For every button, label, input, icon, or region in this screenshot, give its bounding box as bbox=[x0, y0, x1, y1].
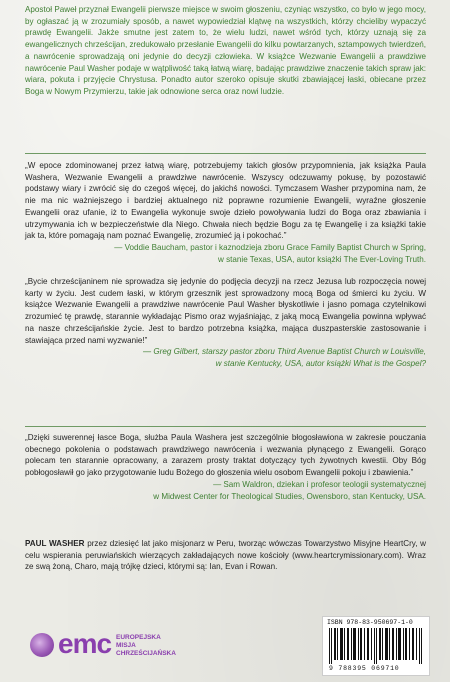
divider bbox=[25, 426, 426, 427]
publisher-name bbox=[116, 634, 176, 658]
endorsement-quote bbox=[25, 160, 426, 265]
attribution-line: w stanie Kentucky, USA, autor książki What is the Gospel? bbox=[215, 358, 426, 368]
publisher-logo bbox=[30, 630, 190, 670]
author-bio-text: przez dziesięć lat jako misjonarz w Peru, tworząc wówczas Towarzystwo Misyjne HeartCry, w celu wspierania peruwiańskich wierzących zakładających nowe kościoły (www.heartcrymissionary.com). Wraz ze swą żoną, Charo, mają trójkę dzieci, którymi są: Ian, Evan i Rowan. bbox=[25, 539, 426, 572]
quote-text: „Dzięki suwerennej łasce Boga, służba Paula Washera jest szczególnie błogosławiona w zakresie pouczania obecnego pokolenia o podstawach prawdziwego nawrócenia i wezwania płynącego z Ewangelii. Gorąco polecam ten starannie opracowany, a zarazem prosty traktat dotyczący tych żywotnych kwestii. Oby Bóg pobłogosławił go jako przygotowanie ludu Bożego do głoszenia wielu osobom Ewangelii pokoju i zbawienia.” bbox=[25, 433, 426, 478]
publisher-name-line: EUROPEJSKA bbox=[116, 634, 161, 641]
barcode-digits: 9 788395 069710 bbox=[329, 665, 400, 672]
author-bio bbox=[25, 538, 426, 573]
isbn-barcode bbox=[322, 616, 430, 676]
author-name: PAUL WASHER bbox=[25, 539, 85, 548]
attribution-line: w Midwest Center for Theological Studies, Owensboro, stan Kentucky, USA. bbox=[153, 491, 426, 501]
intro-paragraph: Apostoł Paweł przyznał Ewangelii pierwsze miejsce w swoim głoszeniu, czyniąc wszystko, co było w jego mocy, by ogłaszać ją w zrozumiały sposób, a nawet wypowiedział klątwę na wszystkich, którzy chcieliby wypaczyć prawdę Ewangelii. Jakże smutne jest zatem to, że wielu ludzi, nawet wśród tych, którzy uznają się za ewangelicznych chrześcijan, zredukowało przesłanie Ewangelii do kilku powtarzanych, sztampowych twierdzeń, a nawrócenie sprowadzają oni jedynie do decyzji człowieka. W książce Wezwanie Ewangelii a prawdziwe nawrócenie Paul Washer podaje w wątpliwość taką łatwą wiarę, badając prawdziwe znaczenie takich spraw jak: wiara, pokuta i przyjęcie Chrystusa. Ponadto autor szeroko opisuje skutki zbawiającej łaski, obiecane przez Boga w Nowym Przymierzu, takie jak odnowione serca oraz nowi ludzie. bbox=[25, 5, 426, 96]
publisher-name-line: MISJA bbox=[116, 642, 136, 649]
quote-attribution bbox=[25, 346, 426, 369]
endorsement-quote bbox=[25, 432, 426, 502]
divider bbox=[25, 153, 426, 154]
quote-text: „Bycie chrześcijaninem nie sprowadza się jedynie do podjęcia decyzji na rzecz Jezusa lub rozpoczęcia nowej karty w życiu. Jest cudem łaski, w którym grzesznik jest sprowadzony mocą Boga od śmierci ku życiu. W książce Wezwanie Ewangelii a prawdziwe nawrócenie Paul Washer błyskotliwie i jasno pomaga czytelnikowi zrozumieć tę prawdę, starannie wykładając Pismo oraz wyjaśniając, z jaką mocą Ewangelia powinna wpływać na nasze chrześcijańskie życie. Jest to bardzo potrzebna książka, mająca duszpasterskie zastosowanie i stawiająca przed nami wyzwanie!” bbox=[25, 277, 426, 345]
attribution-line: — Sam Waldron, dziekan i profesor teologii systematycznej bbox=[213, 479, 426, 489]
attribution-line: — Greg Gilbert, starszy pastor zboru Third Avenue Baptist Church w Louisville, bbox=[143, 347, 426, 357]
endorsement-quote bbox=[25, 276, 426, 370]
barcode-bars bbox=[329, 628, 423, 664]
logo-wordmark: emc bbox=[58, 628, 112, 659]
attribution-line: — Voddie Baucham, pastor i kaznodzieja zboru Grace Family Baptist Church w Spring, bbox=[114, 242, 426, 252]
globe-icon bbox=[30, 633, 54, 657]
quote-attribution bbox=[25, 479, 426, 502]
isbn-label: ISBN 978-83-950697-1-0 bbox=[327, 619, 413, 626]
attribution-line: w stanie Texas, USA, autor książki The Ever-Loving Truth. bbox=[218, 254, 426, 264]
quote-text: „W epoce zdominowanej przez łatwą wiarę, potrzebujemy takich głosów przypomnienia, jak książka Paula Washera, Wezwanie Ewangelii a prawdziwe nawrócenie. Wszyscy odczuwamy pokusę, by pozostawić podstawy wiary i zwrócić się do czegoś więcej, do jakichś nowości. Tymczasem Washer przypomina nam, że nie ma nic ważniejszego i bardziej aktualnego niż poprawne rozumienie Ewangelii, wyraźne głoszenie Ewangelii oraz ufanie, iż to Ewangelia wykonuje swoje dzieło powoływania ludzi do Boga oraz zbawiania i utrzymywania ich w bezpieczeństwie dla Niego. Chwała niech będzie Bogu za tę Ewangelię i za książki takie jak ta, które pomagają nam poznać Ewangelię, zrozumieć ją i pokochać.” bbox=[25, 161, 426, 241]
quote-attribution bbox=[25, 242, 426, 265]
publisher-name-line: CHRZEŚCIJAŃSKA bbox=[116, 650, 176, 657]
